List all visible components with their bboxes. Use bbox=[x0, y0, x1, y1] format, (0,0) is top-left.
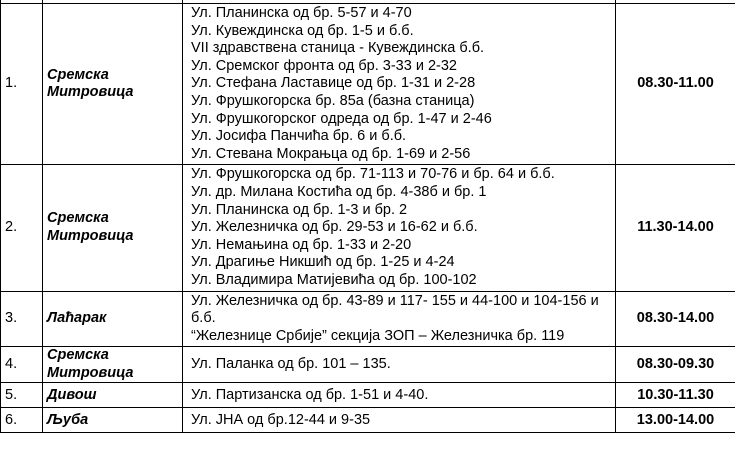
time-range: 08.30-09.30 bbox=[616, 347, 735, 383]
table-row bbox=[1, 383, 735, 408]
street-line: VII здравствена станица - Кувеждинска б.б. bbox=[191, 40, 485, 57]
streets-list bbox=[183, 383, 616, 408]
place-name: Сремска Митровица bbox=[43, 4, 183, 165]
row-number: 2. bbox=[1, 165, 43, 291]
table-row bbox=[1, 408, 735, 433]
row-number: 3. bbox=[1, 291, 43, 347]
place-name: Дивош bbox=[43, 383, 183, 408]
time-range: 13.00-14.00 bbox=[616, 408, 735, 433]
street-line: Ул. Немањина од бр. 1-33 и 2-20 bbox=[191, 236, 412, 253]
place-name: Љуба bbox=[43, 408, 183, 433]
streets-list bbox=[183, 4, 616, 165]
table-row bbox=[1, 4, 735, 165]
street-line: Ул. Железничка од бр. 43-89 и 117- 155 и 44-100 и 104-156 и б.б. bbox=[191, 292, 599, 327]
street-line: Ул. Фрушкогорског одреда од бр. 1-47 и 2-46 bbox=[191, 110, 492, 127]
time-range: 08.30-11.00 bbox=[616, 4, 735, 165]
row-number: 1. bbox=[1, 4, 43, 165]
street-line: Ул. Владимира Матијевића од бр. 100-102 bbox=[191, 271, 477, 288]
row-number: 5. bbox=[1, 383, 43, 408]
street-line: Ул. Кувеждинска од бр. 1-5 и б.б. bbox=[191, 22, 414, 39]
streets-list bbox=[183, 165, 616, 291]
street-line: Ул. Стевана Мокрањца од бр. 1-69 и 2-56 bbox=[191, 145, 471, 162]
time-range: 11.30-14.00 bbox=[616, 165, 735, 291]
table-row bbox=[1, 347, 735, 383]
street-line: Ул. Фрушкогорска бр. 85а (базна станица) bbox=[191, 92, 475, 109]
streets-list bbox=[183, 291, 616, 347]
street-line: Ул. Планинска од бр. 5-57 и 4-70 bbox=[191, 5, 412, 21]
street-line: Ул. Партизанска од бр. 1-51 и 4-40. bbox=[191, 386, 429, 403]
streets-list bbox=[183, 347, 616, 383]
street-line: Ул. Стефана Ластавице од бр. 1-31 и 2-28 bbox=[191, 75, 476, 92]
table-row bbox=[1, 165, 735, 291]
street-line: Ул. Драгиње Никшић од бр. 1-25 и 4-24 bbox=[191, 254, 455, 271]
street-line: Ул. Паланка од бр. 101 – 135. bbox=[191, 356, 391, 373]
street-line: Ул. др. Милана Костића од бр. 4-38б и бр. 1 bbox=[191, 183, 487, 200]
row-number: 6. bbox=[1, 408, 43, 433]
time-range: 08.30-14.00 bbox=[616, 291, 735, 347]
street-line: Ул. Фрушкогорска од бр. 71-113 и 70-76 и бр. 64 и б.б. bbox=[191, 166, 555, 183]
street-line: Ул. Сремског фронта од бр. 3-33 и 2-32 bbox=[191, 57, 457, 74]
table-row bbox=[1, 291, 735, 347]
place-name: Лаћарак bbox=[43, 291, 183, 347]
street-line: Ул. Планинска од бр. 1-3 и бр. 2 bbox=[191, 201, 408, 218]
street-line: “Железнице Србије” секција ЗОП – Железничка бр. 119 bbox=[191, 327, 565, 344]
streets-list bbox=[183, 408, 616, 433]
place-name: Сремска Митровица bbox=[43, 347, 183, 383]
street-line: Ул. Јосифа Панчића бр. 6 и б.б. bbox=[191, 128, 407, 145]
street-line: Ул. Железничка од бр. 29-53 и 16-62 и б.б. bbox=[191, 219, 478, 236]
row-number: 4. bbox=[1, 347, 43, 383]
place-name: Сремска Митровица bbox=[43, 165, 183, 291]
street-line: Ул. ЈНА од бр.12-44 и 9-35 bbox=[191, 411, 371, 428]
time-range: 10.30-11.30 bbox=[616, 383, 735, 408]
